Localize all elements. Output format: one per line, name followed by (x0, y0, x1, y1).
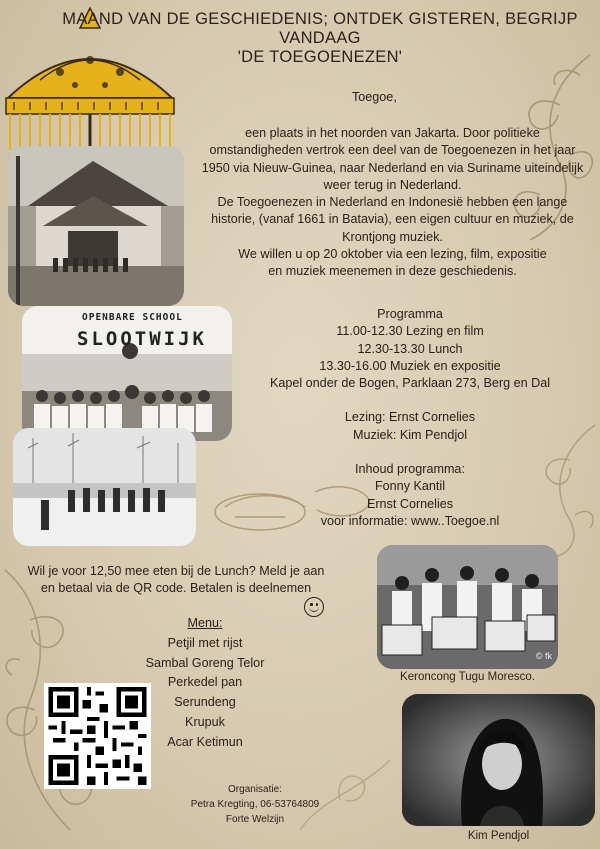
program-item: 11.00-12.30 Lezing en film (336, 324, 484, 339)
title-line-1: MAAND VAN DE GESCHIEDENIS; ONTDEK GISTEREN, BEGRIJP (62, 10, 578, 28)
organisation-heading: Organisatie: (228, 784, 282, 795)
school-sign-line-2: SLOOTWIJK (77, 328, 207, 350)
content-program-heading: Inhoud programma: (355, 462, 465, 477)
school-sign-line-1: OPENBARE SCHOOL (82, 312, 183, 323)
title-line-2: VANDAAG (279, 29, 361, 47)
lecture-speaker: Lezing: Ernst Cornelies (344, 410, 476, 425)
program-item: 12.30-13.30 Lunch (357, 341, 463, 356)
program-item: 13.30-16.00 Muziek en expositie (319, 358, 501, 373)
organisation-block (185, 783, 325, 827)
photo-kim-pendjol (402, 694, 595, 826)
menu-item: Acar Ketimun (167, 734, 243, 749)
intro-word: Toegoe, (352, 90, 397, 104)
program-heading: Programma (377, 307, 443, 321)
content-program-name: Fonny Kantil (374, 479, 445, 494)
band-caption: Keroncong Tugu Moresco. (400, 671, 535, 683)
music-performer: Muziek: Kim Pendjol (352, 427, 468, 442)
content-program-name: Ernst Cornelies (366, 496, 454, 511)
organisation-contact: Petra Kregting, 06-53764809 (190, 798, 320, 810)
photo-watermark: © fk (535, 651, 552, 661)
page-title (60, 10, 580, 67)
photo-school-class (22, 306, 232, 441)
info-link[interactable]: voor informatie: www..Toegoe.nl (320, 513, 500, 528)
lunch-registration-text: Wil je voor 12,50 mee eten bij de Lunch? Meld je aan en betaal via de QR code. Betalen is deelnemen (27, 564, 325, 596)
title-line-3: 'DE TOEGOENEZEN' (237, 48, 403, 66)
organisation-name: Forte Welzijn (225, 813, 285, 825)
smiley-icon (304, 597, 324, 617)
program-location: Kapel onder de Bogen, Parklaan 273, Berg en Dal (269, 376, 551, 391)
menu-item: Petjil met rijst (167, 635, 243, 650)
intro-paragraphs (200, 125, 585, 281)
paragraph-culture: De Toegoenezen in Nederland en Indonesië hebben een lange historie, (vanaf 1661 in Batavia), een eigen cultuur en muziek, de Krontjong muziek. (211, 195, 574, 244)
paragraph-invitation: We willen u op 20 oktober via een lezing, film, expositie en muziek meenemen in deze geschiedenis. (238, 247, 547, 279)
menu-title: Menu: (187, 616, 223, 630)
payment-qr-code[interactable] (44, 683, 151, 789)
menu-item: Krupuk (185, 714, 225, 729)
singer-caption: Kim Pendjol (467, 830, 530, 842)
program-section (240, 306, 580, 530)
menu-item: Serundeng (174, 695, 236, 710)
menu-item: Perkedel pan (167, 675, 243, 690)
photo-snow-scene (13, 428, 196, 546)
menu-item: Sambal Goreng Telor (145, 655, 265, 670)
photo-keroncong-band (377, 545, 558, 669)
photo-school-building (8, 146, 184, 306)
paragraph-history: een plaats in het noorden van Jakarta. Door politieke omstandigheden vertrok een deel van de Toegoenezen in het jaar 1950 via Nieuw-Guinea, naar Nederland en via Suriname uiteindelijk weer terug in Nederland. (201, 126, 584, 192)
